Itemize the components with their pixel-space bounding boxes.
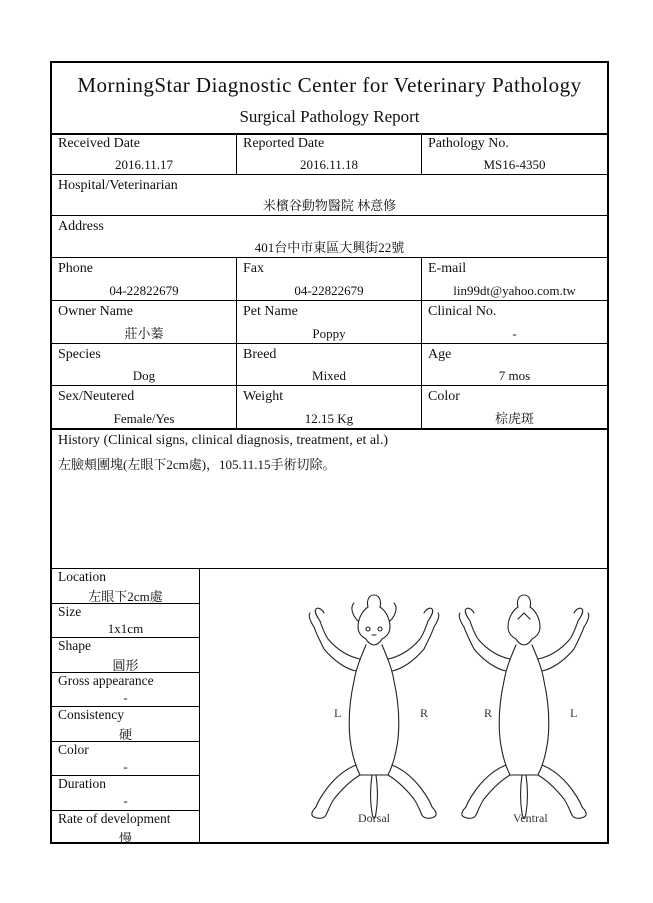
- history-label: History (Clinical signs, clinical diagnosis, treatment, et al.): [58, 433, 389, 448]
- dog-outline-svg: [200, 569, 607, 844]
- gross-rate-label: Rate of development: [58, 810, 171, 826]
- owner-value: 莊小蓁: [124, 326, 164, 341]
- address-row: [52, 216, 607, 258]
- contact-row: [52, 258, 607, 301]
- clinical-no-value: -: [512, 326, 517, 341]
- report-title: MorningStar Diagnostic Center for Veterinary Pathology: [77, 73, 582, 97]
- ventral-left-label: R: [484, 706, 493, 720]
- owner-cell: [52, 301, 236, 343]
- color-value: 棕虎斑: [494, 411, 534, 426]
- dorsal-right-label: R: [420, 706, 429, 720]
- sex-cell: [52, 386, 236, 428]
- fax-cell: [236, 258, 421, 300]
- ventral-right-label: L: [570, 706, 578, 720]
- gross-shape-label: Shape: [58, 638, 91, 653]
- gross-rate-value: 慢: [118, 830, 132, 846]
- hospital-value: 米檳谷動物醫院 林意修: [262, 198, 397, 213]
- phone-value: 04-22822679: [109, 283, 179, 298]
- clinical-no-label: Clinical No.: [428, 304, 497, 319]
- gross-appearance: [52, 673, 199, 708]
- color-label: Color: [428, 389, 460, 404]
- owner-row: [52, 301, 607, 344]
- age-cell: [421, 344, 607, 385]
- sex-label: Sex/Neutered: [58, 389, 135, 404]
- sex-row: [52, 386, 607, 428]
- age-label: Age: [428, 347, 452, 362]
- gross-color-label: Color: [58, 741, 89, 757]
- weight-label: Weight: [243, 389, 284, 404]
- dorsal-left-label: L: [334, 706, 342, 720]
- hospital-row: [52, 175, 607, 216]
- phone-cell: [52, 258, 236, 300]
- received-date-cell: [52, 133, 236, 174]
- weight-cell: [236, 386, 421, 428]
- owner-label: Owner Name: [58, 304, 134, 319]
- gross-consistency-label: Consistency: [58, 707, 124, 722]
- sex-value: Female/Yes: [113, 411, 175, 426]
- pet-value: Poppy: [312, 326, 346, 341]
- history-text: 左臉頰團塊(左眼下2cm處)，105.11.15手術切除。: [58, 457, 336, 472]
- gross-shape-value: 圓形: [112, 658, 139, 673]
- gross-color-value: -: [123, 758, 128, 774]
- report-frame: [50, 61, 609, 844]
- body-diagram: [200, 569, 607, 844]
- species-label: Species: [58, 347, 101, 362]
- clinical-no-cell: [421, 301, 607, 343]
- dates-row: [52, 133, 607, 175]
- reported-date-cell: [236, 133, 421, 174]
- pathology-no-value: MS16-4350: [483, 157, 546, 172]
- reported-date-value: 2016.11.18: [299, 157, 359, 172]
- gross-consistency-value: 硬: [118, 727, 132, 742]
- gross-location: [52, 569, 199, 604]
- email-cell: [421, 258, 607, 300]
- gross-color: [52, 742, 199, 777]
- gross-fields: [52, 569, 200, 844]
- dorsal-caption: Dorsal: [358, 811, 390, 825]
- report-header: [52, 63, 607, 135]
- fax-label: Fax: [243, 261, 264, 276]
- gross-size-label: Size: [58, 603, 82, 619]
- gross-appearance-label: Gross appearance: [58, 672, 154, 688]
- species-value: Dog: [132, 368, 156, 383]
- species-cell: [52, 344, 236, 385]
- received-date-value: 2016.11.17: [114, 157, 174, 172]
- gross-consistency: [52, 707, 199, 742]
- breed-cell: [236, 344, 421, 385]
- gross-location-label: Location: [58, 569, 106, 584]
- history-section: [52, 428, 607, 569]
- received-date-label: Received Date: [58, 136, 141, 151]
- report-subtitle: Surgical Pathology Report: [239, 107, 420, 126]
- gross-duration-label: Duration: [58, 776, 106, 791]
- hospital-label: Hospital/Veterinarian: [58, 178, 178, 193]
- gross-duration-value: -: [123, 793, 128, 808]
- gross-location-value: 左眼下2cm處: [88, 589, 163, 604]
- gross-shape: [52, 638, 199, 673]
- gross-duration: [52, 776, 199, 811]
- gross-appearance-value: -: [123, 689, 128, 705]
- species-row: [52, 344, 607, 386]
- weight-value: 12.15 Kg: [304, 411, 354, 426]
- color-cell: [421, 386, 607, 428]
- reported-date-label: Reported Date: [243, 136, 325, 151]
- pet-label: Pet Name: [243, 304, 298, 319]
- email-value: lin99dt@yahoo.com.tw: [453, 283, 576, 298]
- pathology-no-label: Pathology No.: [428, 136, 509, 151]
- phone-label: Phone: [58, 261, 93, 276]
- gross-size-value: 1x1cm: [107, 620, 144, 636]
- gross-size: [52, 604, 199, 639]
- breed-label: Breed: [243, 347, 277, 362]
- pathology-no-cell: [421, 133, 607, 174]
- pet-cell: [236, 301, 421, 343]
- fax-value: 04-22822679: [294, 283, 364, 298]
- gross-rate: [52, 811, 199, 846]
- address-label: Address: [58, 219, 104, 234]
- address-value: 401台中市東區大興街22號: [254, 240, 405, 255]
- email-label: E-mail: [428, 261, 467, 276]
- gross-section: [52, 569, 607, 844]
- breed-value: Mixed: [312, 368, 346, 383]
- ventral-caption: Ventral: [513, 811, 548, 825]
- age-value: 7 mos: [498, 368, 531, 383]
